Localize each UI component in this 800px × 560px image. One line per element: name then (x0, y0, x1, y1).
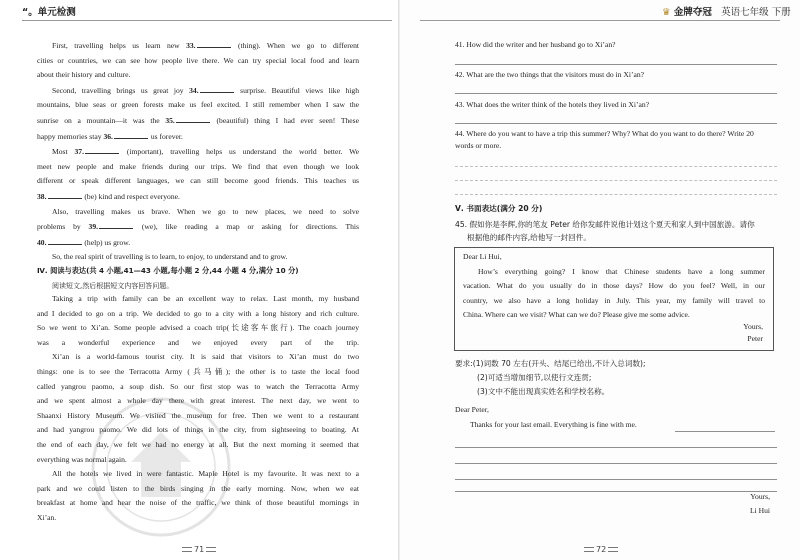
header-rule (22, 20, 392, 21)
answer-line-41[interactable] (455, 64, 777, 65)
reading-line: and we spent almost a whole day there with great interest. The next day, we went to (37, 396, 359, 406)
requirement-1: 要求:(1)词数 70 左右(开头、结尾已给出,不计入总词数); (455, 359, 646, 368)
requirement-2: (2)可适当增加细节,以使行文连贯; (477, 373, 592, 382)
requirement-3: (3)文中不能出现真实姓名和学校名称。 (477, 387, 610, 396)
reading-line: Shaanxi History Museum. We visited the museum for free. Then we went to a restaurant (37, 410, 359, 420)
blank-number: 39. (88, 222, 99, 232)
reading-line: the end of each day, we felt we had no energy at all. But the next morning it seemed that (37, 439, 359, 449)
page-number-right: 72 (582, 545, 620, 554)
blank-number: 34. (189, 85, 199, 95)
reply-signoff: Yours, Li Hui (749, 492, 770, 515)
question-42: 42. What are the two things that the visitors must do in Xi’an? (455, 70, 645, 79)
writing-requirements (455, 357, 777, 399)
question-45-prompt: 45. 假如你是李辉,你的笔友 Peter 给你发邮件说他计划这个夏天和家人到中国旅游。请你 根据他的邮件内容,给他写一封回件。 (455, 220, 755, 242)
passage-line: about their history and culture. (37, 70, 131, 80)
passage-line: Most 37. (important), travelling helps us understand the world better. We (37, 144, 359, 160)
fill-in-blank[interactable] (197, 38, 231, 48)
letter-line: vacation. What do you usually do in those days? How do you feel? Well, in our (463, 281, 765, 291)
letter-greeting: Dear Li Hui, (463, 252, 502, 261)
passage-line: meet new people and make friends during our trips. We find that even though we look (37, 161, 359, 171)
passage-line: Also, travelling makes us brave. When we go to new places, we need to solve (52, 206, 359, 216)
fill-in-blank[interactable] (48, 189, 82, 199)
passage-line: First, travelling helps us learn new 33. (thing). When we go to different (37, 38, 359, 54)
blank-number: 35. (165, 115, 175, 125)
reading-line: Xi’an is a world-famous tourist city. It is said that visitors to Xi’an must do two (52, 352, 359, 362)
passage-line: 38. (be) kind and respect everyone. (37, 189, 359, 205)
passage-line: Second, travelling brings us great joy 34. surprise. Beautiful views like high (37, 83, 359, 99)
passage-line: 40. (help) us grow. (37, 235, 359, 251)
answer-line-45-0[interactable] (675, 431, 775, 432)
passage-line: mountains, blue seas or green forests make us feel excited. I still remember when I saw the (37, 100, 359, 110)
reading-line: everything was normal again. (37, 454, 127, 464)
peter-letter-box (454, 247, 774, 351)
answer-line-44-1[interactable] (455, 166, 777, 167)
blank-number: 36. (103, 131, 113, 141)
reading-section-heading (37, 264, 367, 293)
fill-in-blank[interactable] (85, 144, 119, 154)
passage-line: happy memories stay 36. us forever. (37, 129, 359, 145)
fill-in-blank[interactable] (99, 219, 133, 229)
answer-line-43[interactable] (455, 123, 777, 124)
reading-line: So we went to Xi’an. Some people advised a coach trip(长途客车旅行). The coach journey (37, 323, 359, 333)
answer-line-44-3[interactable] (455, 194, 777, 195)
reading-line: park and we could listen to the birds singing in the early morning. Now, when we eat (37, 483, 359, 493)
page-number-left: 71 (180, 545, 218, 554)
passage-line: sunrise on a mountain—it was the 35. (beautiful) thing I had ever seen! These (37, 113, 359, 129)
blank-number: 33. (186, 41, 196, 50)
cloze-passage (37, 38, 359, 265)
letter-signoff: Yours, Peter (743, 322, 763, 343)
reading-line: called yangrou paomo, a soup dish. So our first stop was to watch the Terracotta Army (37, 381, 359, 391)
reading-line: Taking a trip with family can be an excellent way to relax. Last month, my husband (52, 294, 359, 303)
reply-greeting: Dear Peter, (455, 405, 489, 414)
peter-letter (463, 250, 765, 323)
reading-passage (37, 292, 359, 526)
passage-line: cities or countries, we can see how people live there. We can try special local food and learn (37, 55, 359, 65)
reading-line: things: one is to see the Terracotta Army (兵马俑); the other is to taste the local food (37, 366, 359, 376)
answer-line-44-2[interactable] (455, 180, 777, 181)
fill-in-blank[interactable] (200, 83, 234, 93)
unit-test-header: “。单元检测 (22, 7, 76, 18)
subject-grade: 英语七年级 下册 (721, 7, 791, 18)
fill-in-blank[interactable] (176, 113, 210, 123)
reading-line: was a wonderful experience and we enjoyed every part of the trip. (37, 337, 359, 347)
section-iv-title: Ⅳ. 阅读与表达(共 4 小题,41—43 小题,每小题 2 分,44 小题 4 分,满分 10 分) (37, 266, 299, 275)
letter-line: How’s everything going? I know that Chinese students have a long summer (478, 266, 765, 276)
answer-line-45-1[interactable] (455, 447, 777, 448)
reading-line: Xi’an. (37, 512, 57, 522)
fill-in-blank[interactable] (48, 235, 82, 245)
fill-in-blank[interactable] (114, 129, 148, 139)
passage-line: problems by 39. (we), like reading a map or asking for directions. This (37, 219, 359, 235)
question-44: 44. Where do you want to have a trip this summer? Why? What do you want to do there? Write 20 words or more. (455, 129, 754, 150)
reading-line: All the hotels we lived in were fantastic. Maple Hotel is my favourite. It was next to a (52, 469, 359, 479)
reading-line: and I decided to go on a trip. We decided to go to a city with a long history and rich culture. (37, 308, 359, 318)
reading-line: breakfast at home and hear the noise of the traffic, we think of those beautiful mornings in (37, 498, 359, 508)
answer-line-45-2[interactable] (455, 463, 777, 464)
letter-line: China. Where can we visit? What can we do? Please give me some advice. (463, 310, 690, 320)
question-43: 43. What does the writer think of the hotels they lived in Xi’an? (455, 100, 650, 109)
reading-line: and had yangrou paomo. We did lots of things in the city, from sightseeing to boating. At (37, 425, 359, 435)
brand-logo (662, 4, 791, 18)
header-rule-right (420, 20, 780, 21)
section-v-title: Ⅴ. 书面表达(满分 20 分) (455, 204, 543, 213)
crown-icon: ♛ (662, 7, 671, 18)
brand-name: 金牌夺冠 (673, 7, 712, 18)
section-iv-instruction: 阅读短文,然后根据短文内容回答问题。 (52, 281, 174, 290)
letter-line: country, we also have a long holiday in July. This year, my family will travel to (463, 295, 765, 305)
passage-line: So, the real spirit of travelling is to learn, to enjoy, to understand and to grow. (52, 252, 288, 262)
blank-number: 40. (37, 237, 47, 247)
blank-number: 38. (37, 191, 47, 201)
answer-line-45-3[interactable] (455, 479, 777, 480)
question-41: 41. How did the writer and her husband go to Xi’an? (455, 40, 616, 49)
reply-first-line: Thanks for your last email. Everything is fine with me. (470, 420, 637, 429)
passage-line: different or speak different languages, we can still become good friends. This teaches us (37, 176, 359, 186)
blank-number: 37. (74, 147, 84, 157)
answer-line-42[interactable] (455, 93, 777, 94)
